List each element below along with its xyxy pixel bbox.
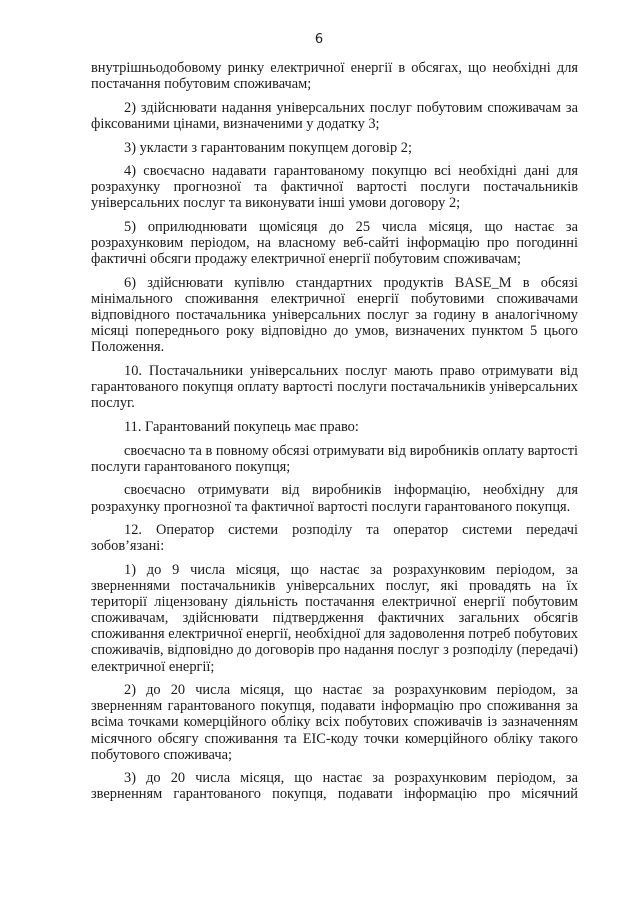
paragraph-section-12-item-1: 1) до 9 числа місяця, що настає за розрахунковим періодом, за зверненнями постачальників універсальних послуг, які провадять на їх території ліцензовану діяльність постачання електричної енергії побутовим споживачам, здійснювати підтвердження фактичних загальних обсягів споживання електричної енергії, необхідної для задоволення потреб побутових споживачів, відповідно до договорів про надання послуг з розподілу (передачі) електричної енергії; — [91, 561, 578, 675]
paragraph-item-4: 4) своєчасно надавати гарантованому покупцю всі необхідні дані для розрахунку прогнозної та фактичної вартості послуги постачальників універсальних послуг та виконувати інші умови договору 2; — [91, 163, 578, 212]
paragraph-section-11-right-2: своєчасно отримувати від виробників інформацію, необхідну для розрахунку прогнозної та фактичної вартості послуги гарантованого покупця. — [91, 482, 578, 515]
paragraph-item-3: 3) укласти з гарантованим покупцем договір 2; — [124, 139, 412, 156]
paragraph-item-6: 6) здійснювати купівлю стандартних продуктів BASE_M в обсязі мінімального споживання електричної енергії побутовими споживачами відповідного постачальника універсальних послуг за годину в аналогічному місяці попереднього року відповідно до умов, визначених пунктом 5 цього Положення. — [91, 275, 578, 356]
paragraph-item-5: 5) оприлюднювати щомісяця до 25 числа місяця, що настає за розрахунковим періодом, на власному веб-сайті інформацію про погодинні фактичні обсяги продажу електричної енергії побутовим споживачам; — [91, 219, 578, 268]
paragraph-section-10: 10. Постачальники універсальних послуг мають право отримувати від гарантованого покупця оплату вартості послуги постачальників універсальних послуг. — [91, 363, 578, 412]
paragraph-section-11-right-1: своєчасно та в повному обсязі отримувати від виробників оплату вартості послуги гарантованого покупця; — [91, 442, 578, 475]
document-body — [91, 60, 578, 810]
paragraph-section-12-item-2: 2) до 20 числа місяця, що настає за розрахунковим періодом, за зверненням гарантованого покупця, подавати інформацію про споживання за всіма точками комерційного обліку всіх побутових споживачів із зазначенням місячного обсягу споживання та EIC-коду точки комерційного обліку такого побутового споживача; — [91, 682, 578, 763]
paragraph-continuation: внутрішньодобовому ринку електричної енергії в обсягах, що необхідні для постачання побутовим споживачам; — [91, 60, 578, 93]
paragraph-section-12: 12. Оператор системи розподілу та оператор системи передачі зобов’язані: — [91, 522, 578, 555]
paragraph-section-12-item-3: 3) до 20 числа місяця, що настає за розрахунковим періодом, за зверненням гарантованого покупця, подавати інформацію про місячний — [91, 770, 578, 803]
page-number: 6 — [314, 32, 324, 47]
paragraph-item-2: 2) здійснювати надання універсальних послуг побутовим споживачам за фіксованими цінами, визначеними у додатку 3; — [91, 99, 578, 132]
paragraph-section-11: 11. Гарантований покупець має право: — [124, 418, 359, 435]
